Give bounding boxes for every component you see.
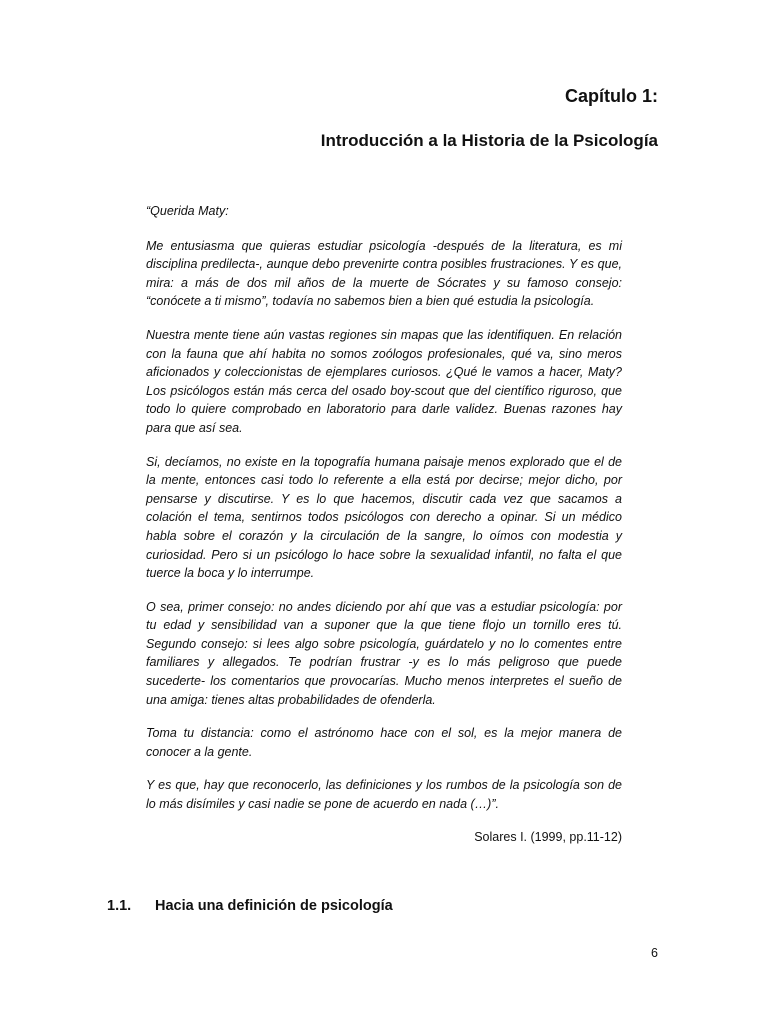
- letter-paragraph-3: Si, decíamos, no existe en la topografía humana paisaje menos explorado que el de la mente, entonces casi todo lo referente a ella está por decirse; mejor dicho, por pensarse y discutirse. Y es lo que hacemos, discutir cada vez que sacamos a colación el tema, sentirnos todos psicólogos con derecho a opinar. Si un médico habla sobre el corazón y la circulación de la sangre, lo oímos con modestia y curiosidad. Pero si un psicólogo lo hace sobre la sexualidad infantil, no falta el que tuerce la boca y lo interrumpe.: [146, 454, 622, 581]
- page-number: 6: [651, 946, 658, 960]
- letter-quote: [146, 202, 622, 829]
- section-number: 1.1.: [107, 898, 132, 914]
- letter-citation: Solares I. (1999, pp.11-12): [474, 830, 622, 844]
- letter-salutation: “Querida Maty:: [146, 204, 229, 218]
- letter-paragraph-2: Nuestra mente tiene aún vastas regiones sin mapas que las identifiquen. En relación con la fauna que ahí habita no somos zoólogos profesionales, qué va, sino meros aficionados y coleccionistas de ejemplares curiosos. ¿Qué le vamos a hacer, Maty? Los psicólogos están más cerca del osado boy-scout que del científico riguroso, que todo lo quiere comprobado en laboratorio para darle validez. Buenas razones hay para que así sea.: [146, 327, 622, 435]
- letter-paragraph-4: O sea, primer consejo: no andes diciendo por ahí que vas a estudiar psicología: por tu edad y sensibilidad van a suponer que la que tiene flojo un tornillo eres tú. Segundo consejo: si lees algo sobre psicología, guárdatelo y no lo comentes entre familiares y allegados. Te podrían frustrar -y es lo más peligroso que puede sucederte- los comentarios que provocarías. Mucho menos interpretes el sueño de una amiga: tienes altas probabilidades de ofenderla.: [146, 599, 622, 707]
- chapter-title: Introducción a la Historia de la Psicología: [320, 131, 658, 150]
- section-title: Hacia una definición de psicología: [155, 898, 393, 914]
- letter-paragraph-6: Y es que, hay que reconocerlo, las definiciones y los rumbos de la psicología son de lo más disímiles y casi nadie se pone de acuerdo en nada (…)”.: [146, 778, 622, 812]
- chapter-number: Capítulo 1:: [565, 86, 658, 106]
- letter-paragraph-1: Me entusiasma que quieras estudiar psicología -después de la literatura, es mi disciplina predilecta-, aunque debo prevenirte contra posibles frustraciones. Y es que, mira: a más de dos mil años de la muerte de Sócrates y su famoso consejo: “conócete a ti mismo”, todavía no sabemos bien a bien qué estudia la psicología.: [146, 238, 622, 309]
- letter-paragraph-5: Toma tu distancia: como el astrónomo hace con el sol, es la mejor manera de conocer a la gente.: [146, 726, 622, 759]
- section-heading: [107, 898, 393, 914]
